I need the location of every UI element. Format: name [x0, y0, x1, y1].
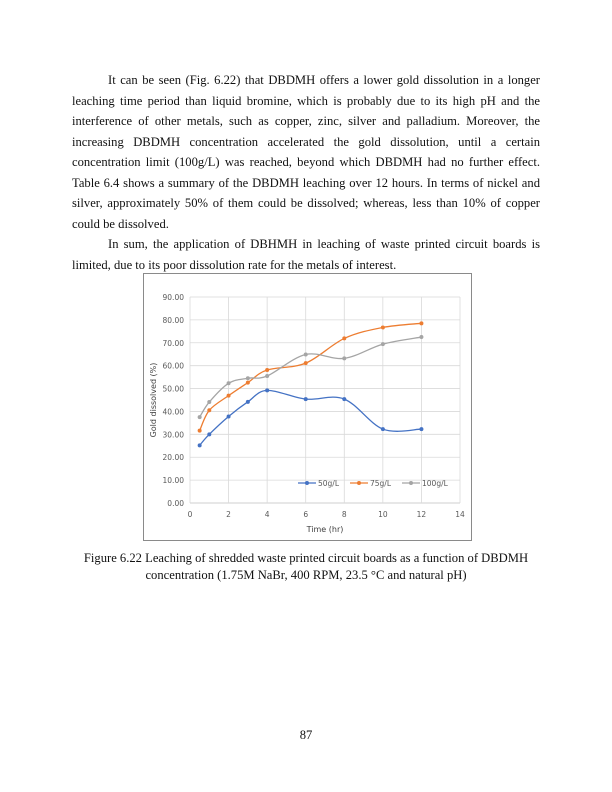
legend-label: 75g/L — [370, 479, 392, 488]
caption-line-2: concentration (1.75M NaBr, 400 RPM, 23.5 °C and natural pH) — [145, 568, 467, 582]
legend-label: 50g/L — [318, 479, 340, 488]
y-tick-label: 30.00 — [162, 430, 184, 440]
chart-frame — [143, 273, 472, 541]
caption-line-1: Figure 6.22 Leaching of shredded waste printed circuit boards as a function of DBDMH — [83, 551, 529, 565]
y-tick-label: 10.00 — [162, 476, 184, 486]
y-tick-label: 0.00 — [167, 499, 184, 508]
y-tick-label: 80.00 — [162, 315, 184, 325]
x-tick-label: 12 — [416, 510, 427, 519]
y-tick-label: 70.00 — [162, 338, 184, 348]
x-tick-label: 8 — [341, 510, 347, 519]
x-tick-label: 10 — [378, 510, 388, 519]
y-tick-label: 60.00 — [162, 361, 184, 371]
x-tick-label: 4 — [264, 510, 270, 519]
x-tick-label: 0 — [187, 510, 193, 519]
legend-label: 100g/L — [422, 479, 448, 488]
x-tick-label: 2 — [226, 510, 231, 519]
body-paragraph-2: In sum, the application of DBHMH in leaching of waste printed circuit boards is limited, due to its poor dissolution rate for the metals of interest. — [72, 237, 540, 272]
y-axis-title: Gold dissolved (%) — [149, 362, 158, 438]
y-tick-label: 40.00 — [162, 407, 184, 417]
x-tick-label: 14 — [455, 510, 465, 519]
y-tick-label: 20.00 — [162, 453, 184, 463]
x-tick-label: 6 — [303, 510, 309, 519]
y-tick-label: 50.00 — [162, 384, 184, 394]
y-tick-label: 90.00 — [162, 293, 184, 302]
page-number: 87 — [299, 728, 313, 742]
figure-caption — [60, 550, 552, 584]
body-text — [72, 70, 540, 275]
x-axis-title: Time (hr) — [306, 525, 344, 534]
body-paragraph-1: It can be seen (Fig. 6.22) that DBDMH offers a lower gold dissolution in a longer leaching time period than liquid bromine, which is probably due to its high pH and the interference of other metals, such as copper, zinc, silver and palladium. Moreover, the increasing DBDMH concentration accelerated the gold dissolution, until a certain concentration limit (100g/L) was reached, beyond which DBDMH had no further effect. Table 6.4 shows a summary of the DBDMH leaching over 12 hours. In terms of nickel and silver, approximately 50% of them could be dissolved; whereas, less than 10% of copper could be dissolved. — [72, 73, 540, 231]
